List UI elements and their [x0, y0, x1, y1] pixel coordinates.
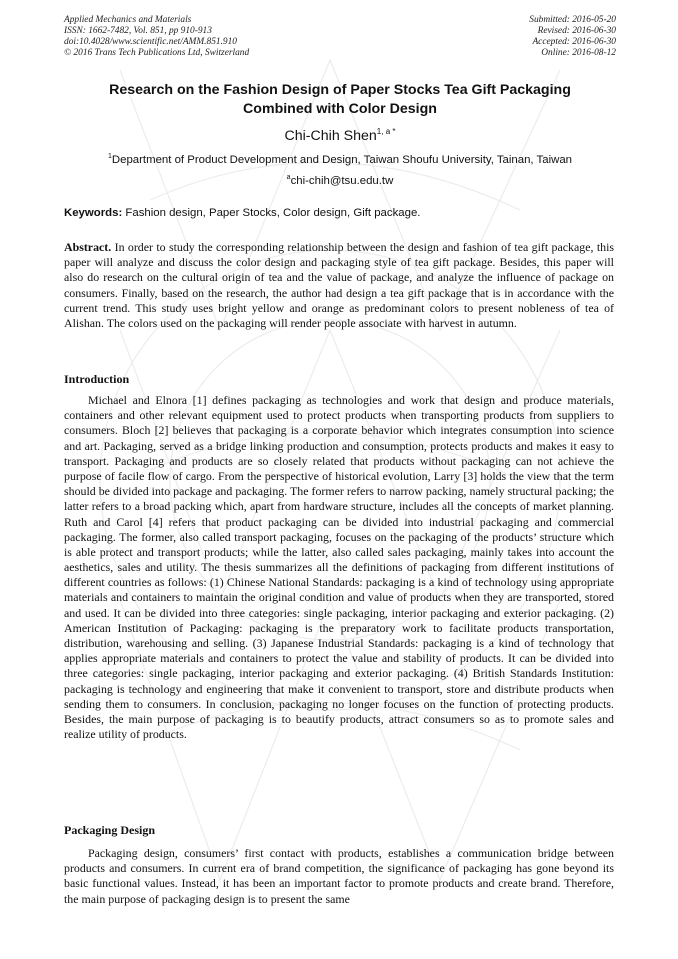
keywords-label: Keywords: — [64, 207, 123, 219]
affiliation-superscript: 1 — [107, 153, 112, 160]
paper-title — [64, 81, 616, 119]
affiliation — [64, 150, 616, 167]
introduction-body — [64, 393, 614, 742]
keywords — [64, 206, 616, 220]
packaging-design-heading: Packaging Design — [64, 823, 156, 837]
doi: doi:10.4028/www.scientific.net/AMM.851.910 — [64, 37, 237, 47]
header-right — [529, 15, 616, 59]
abstract-label: Abstract. — [64, 240, 112, 254]
online-date: Online: 2016-08-12 — [541, 48, 616, 58]
revised-date: Revised: 2016-06-30 — [537, 26, 616, 36]
abstract — [64, 240, 614, 331]
packaging-design-paragraph: Packaging design, consumers’ first contact with products, establishes a communication bridge between products and consumers. In current era of brand competition, the significance of packaging has gone beyond its basic functional values. Instead, it has been an important factor to promote products and create brand. Therefore, the main purpose of packaging design is to present the same — [64, 846, 614, 906]
packaging-design-body — [64, 846, 614, 907]
email-superscript: a — [286, 174, 291, 181]
email-text: chi-chih@tsu.edu.tw — [290, 175, 394, 187]
submitted-date: Submitted: 2016-05-20 — [529, 15, 616, 25]
issn: ISSN: 1662-7482, Vol. 851, pp 910-913 — [64, 26, 212, 36]
journal-name: Applied Mechanics and Materials — [64, 15, 192, 25]
header-left — [64, 15, 249, 59]
keywords-text: Fashion design, Paper Stocks, Color design, Gift package. — [122, 207, 421, 219]
introduction-paragraph: Michael and Elnora [1] defines packaging as technologies and work that design and produce materials, containers and other relevant equipment used to protect products when transporting products from suppliers to consumers. Bloch [2] believes that packaging is a corporate behavior which integrates consumption into science and art. Packaging, served as a bridge linking production and consumption, protects products and makes it easy to transport. Packaging and products are so closely related that products without packaging can not achieve the purpose of facile flow of cargo. From the perspective of historical evolution, Larry [3] holds the view that the term should be divided into package and packaging. The former refers to narrow packing, namely structural packing; the latter refers to a broad packing which, apart from hardware structure, includes all the concepts of market planning. Ruth and Carol [4] refers that product packaging can be divided into industrial packaging and commercial packaging. The former, also called transport packaging, focuses on the packaging of the products’ structure which is able protect and transport products; while the latter, also called sales packaging, mainly takes into account the aesthetics, sales and utility. The thesis summarizes all the definitions of packaging from different institutions of different countries as follows: (1) Chinese National Standards: packaging is a kind of technology using appropriate materials and containers to maintain the original condition and value of products when they are transported, stored and used. It can be divided into three categories: single packaging, interior packaging and exterior packaging. (2) American Institution of Packaging: packaging is the preparatory work to facilitate products transportation, distribution, warehousing and selling. (3) Japanese Industrial Standards: packaging is a kind of technology that applies appropriate materials and containers to protect the value and stability of products. It can be divided into three categories: single packaging, interior packaging and exterior packaging. (4) British Standards Institution: packaging is technology and engineering that make it convenient to transport, store and distribute products when sending them to consumers. In conclusion, packaging no longer focuses on the function of protecting products. Besides, the main purpose of packaging is to beautify products, attract consumers so as to promote sales and realize utility of products. — [64, 393, 614, 742]
author-email — [64, 171, 616, 188]
author-name: Chi-Chih Shen — [284, 128, 377, 144]
title-line-2: Combined with Color Design — [243, 101, 437, 117]
affiliation-text: Department of Product Development and Design, Taiwan Shoufu University, Tainan, Taiwan — [111, 154, 572, 166]
copyright: © 2016 Trans Tech Publications Ltd, Switzerland — [64, 48, 250, 58]
accepted-date: Accepted: 2016-06-30 — [532, 37, 616, 47]
author-superscript: 1, a * — [376, 127, 396, 136]
author-line — [64, 123, 616, 145]
introduction-heading: Introduction — [64, 372, 130, 386]
title-line-1: Research on the Fashion Design of Paper Stocks Tea Gift Packaging — [109, 82, 571, 98]
abstract-text: In order to study the corresponding relationship between the design and fashion of tea gift package, this paper will analyze and discuss the color design and packaging style of tea gift package. Besides, this paper will also do research on the cultural origin of tea and the value of package, and analyze the influence of package on consumers. Finally, based on the research, the author had design a tea gift package that is in accordance with the current trend. This study uses bright yellow and orange as predominant colors to present nobleness of tea of Alishan. The colors used on the packaging will render people associate with harvest in autumn. — [64, 240, 614, 330]
